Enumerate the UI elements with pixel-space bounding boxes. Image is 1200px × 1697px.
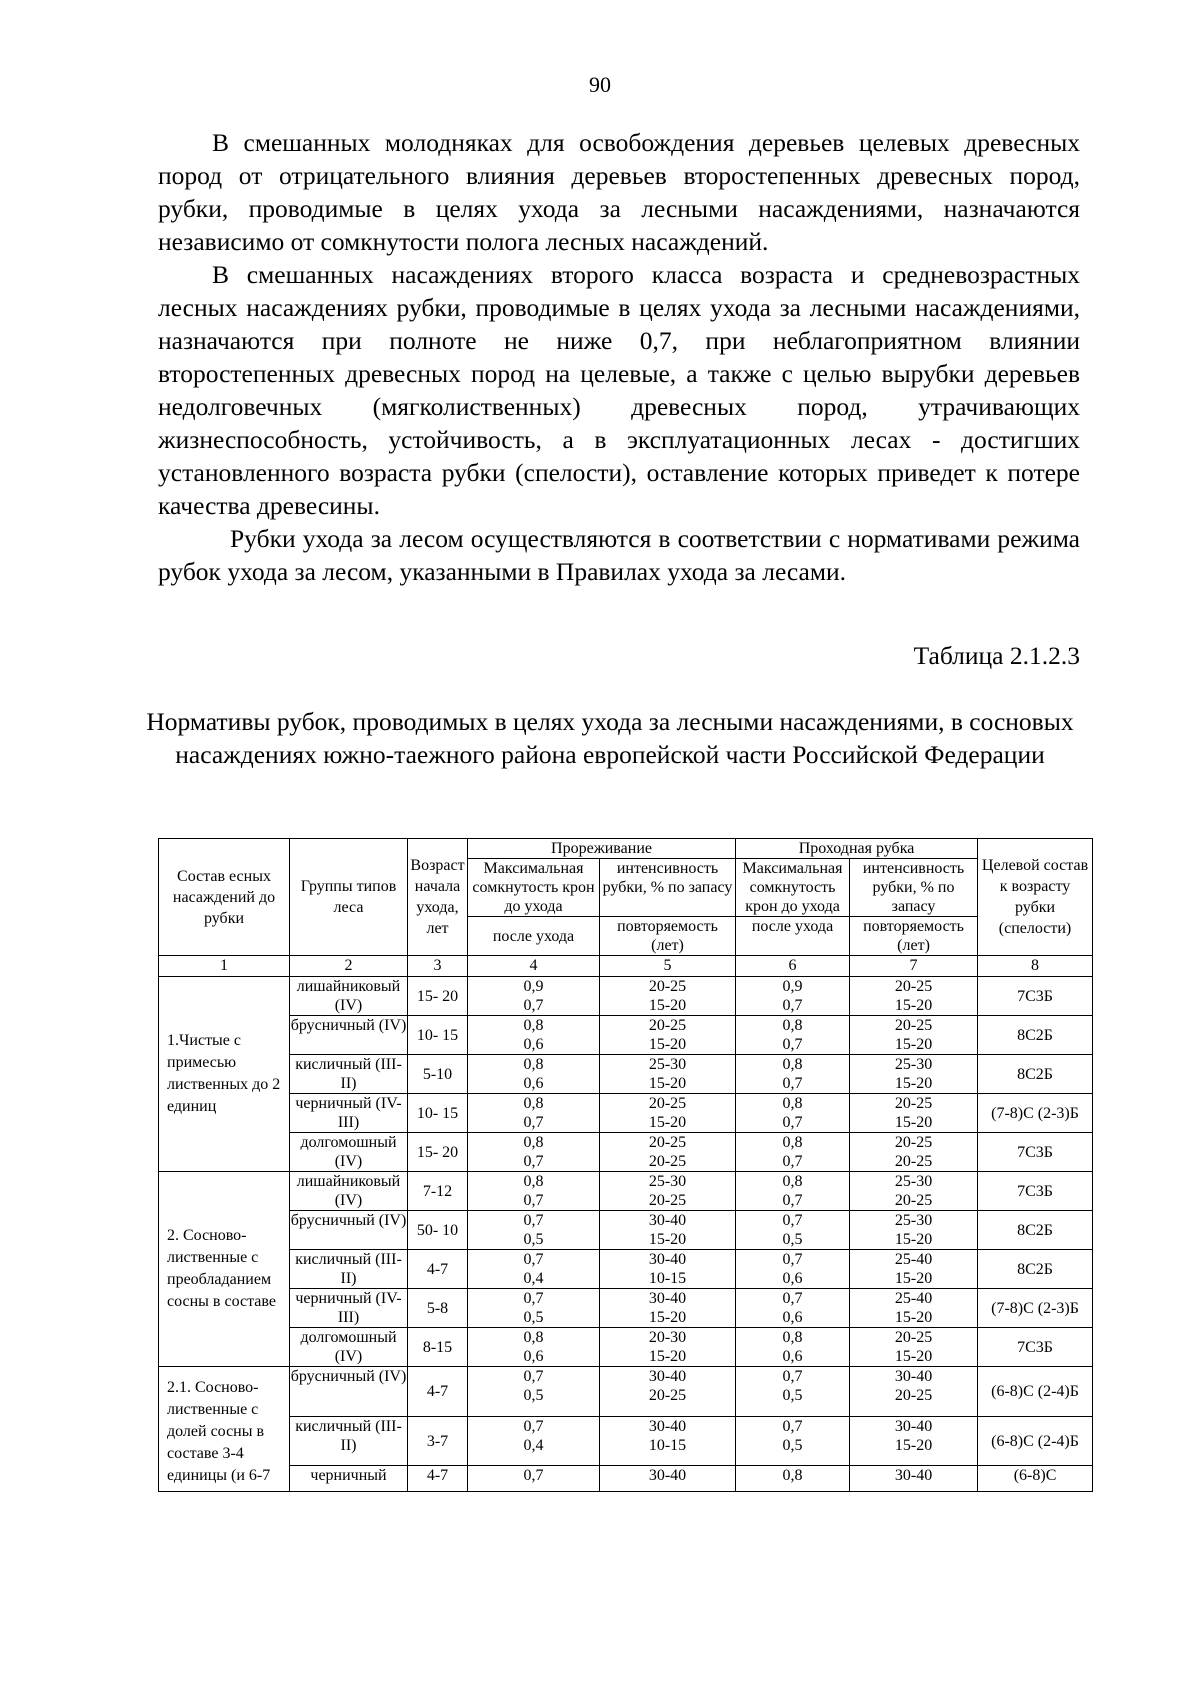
target-composition: 7С3Б: [978, 1133, 1093, 1172]
thinning-intensity: [600, 1289, 736, 1328]
passage-density-value: 0,5: [782, 1231, 803, 1248]
target-composition: (6-8)С (2-4)Б: [978, 1367, 1093, 1417]
thinning-density-value: 0,8: [523, 1134, 544, 1151]
start-age: 8-15: [408, 1328, 468, 1367]
passage-density: [736, 1367, 850, 1417]
target-composition: 8С2Б: [978, 1250, 1093, 1289]
thinning-intensity-value: 25-30: [648, 1056, 687, 1073]
header-intensity-passage: интенсивность рубки, % по запасу: [850, 859, 978, 917]
target-composition: (7-8)С (2-3)Б: [978, 1289, 1093, 1328]
thinning-density-value: 0,8: [523, 1095, 544, 1112]
passage-density-value: 0,8: [782, 1017, 803, 1034]
thinning-density-value: 0,9: [523, 978, 544, 995]
passage-intensity-value: 20-25: [894, 1153, 933, 1170]
passage-density: [736, 1250, 850, 1289]
target-composition: 7С3Б: [978, 977, 1093, 1016]
passage-density-value: 0,8: [782, 1056, 803, 1073]
forest-type: кисличный (III-II): [290, 1416, 408, 1466]
thinning-intensity-value: 20-30: [648, 1329, 687, 1346]
header-composition: Состав есных насаждений до рубки: [159, 839, 290, 956]
paragraph: В смешанных молодняках для освобождения деревьев целевых древесных пород от отрицательного влияния деревьев второстепенных древесных пород, рубки, проводимые в целях ухода за лесными насаждениями, назначаются независимо от сомкнутости полога лесных насаждений.: [158, 128, 1080, 256]
start-age: 15- 20: [408, 977, 468, 1016]
target-composition: 7С3Б: [978, 1172, 1093, 1211]
start-age: 5-10: [408, 1055, 468, 1094]
passage-density-value: 0,7: [782, 1417, 803, 1435]
target-composition: (6-8)С (2-4)Б: [978, 1416, 1093, 1466]
table-row: [159, 1133, 1093, 1172]
thinning-density: [468, 1416, 600, 1466]
header-after-care: после ухода: [468, 917, 600, 956]
passage-density-value: 0,7: [782, 1075, 803, 1092]
passage-intensity-value: 20-25: [894, 1095, 933, 1112]
forest-type: черничный (IV-III): [290, 1094, 408, 1133]
passage-density: [736, 1211, 850, 1250]
thinning-density-value: 0,6: [523, 1036, 544, 1053]
header-forest-types: Группы типов леса: [290, 839, 408, 956]
thinning-density-value: 0,4: [523, 1436, 544, 1454]
passage-intensity: [850, 977, 978, 1016]
passage-density-value: 0,7: [782, 1036, 803, 1053]
passage-intensity: [850, 1367, 978, 1417]
column-number: 6: [736, 956, 850, 977]
thinning-intensity-value: 15-20: [648, 997, 687, 1014]
passage-intensity-value: 25-30: [894, 1212, 933, 1229]
thinning-intensity: [600, 1016, 736, 1055]
thinning-intensity-value: 30-40: [648, 1368, 687, 1385]
thinning-intensity-value: 20-25: [648, 1153, 687, 1170]
thinning-intensity-value: 30-40: [648, 1251, 687, 1268]
thinning-intensity: [600, 1416, 736, 1466]
forest-type: брусничный (IV): [290, 1016, 408, 1055]
table-title: Нормативы рубок, проводимых в целях ухода за лесными насаждениями, в сосновых насаждениях южно-таежного района европейской части Российской Федерации: [146, 707, 1074, 769]
thinning-density-value: 0,7: [523, 997, 544, 1014]
passage-intensity: [850, 1250, 978, 1289]
forest-type: лишайниковый (IV): [290, 977, 408, 1016]
thinning-density-value: 0,6: [523, 1348, 544, 1365]
passage-intensity-value: 30-40: [894, 1368, 933, 1385]
table-row: [159, 1289, 1093, 1328]
column-number: 2: [290, 956, 408, 977]
thinning-density: [468, 1094, 600, 1133]
thinning-intensity-value: 25-30: [648, 1173, 687, 1190]
thinning-density: [468, 977, 600, 1016]
passage-density-value: 0,8: [782, 1329, 803, 1346]
partial-cell-c5: 30-40: [600, 1466, 736, 1492]
header-thinning: Прореживание: [468, 839, 736, 859]
thinning-intensity: [600, 1172, 736, 1211]
table-row: [159, 1367, 1093, 1417]
partial-cell-age: 4-7: [408, 1466, 468, 1492]
passage-intensity-value: 30-40: [894, 1417, 933, 1435]
passage-intensity-value: 15-20: [894, 1348, 933, 1365]
thinning-intensity-value: 15-20: [648, 1231, 687, 1248]
thinning-intensity-value: 15-20: [648, 1075, 687, 1092]
thinning-density-value: 0,8: [523, 1173, 544, 1190]
passage-density: [736, 1416, 850, 1466]
header-start-age: Возраст начала ухода, лет: [408, 839, 468, 956]
thinning-density: [468, 1250, 600, 1289]
thinning-density: [468, 1133, 600, 1172]
passage-density-value: 0,6: [782, 1270, 803, 1287]
thinning-intensity-value: 20-25: [648, 1134, 687, 1151]
thinning-density-value: 0,7: [523, 1368, 544, 1385]
header-passage-cutting: Проходная рубка: [736, 839, 978, 859]
header-after-care-passage: после ухода: [736, 917, 850, 956]
thinning-density: [468, 1367, 600, 1417]
start-age: 10- 15: [408, 1094, 468, 1133]
thinning-density-value: 0,8: [523, 1329, 544, 1346]
thinning-density-value: 0,5: [523, 1309, 544, 1326]
partial-cell-c7: 30-40: [850, 1466, 978, 1492]
passage-intensity-value: 15-20: [894, 1309, 933, 1326]
target-composition: (7-8)С (2-3)Б: [978, 1094, 1093, 1133]
thinning-intensity-value: 20-25: [648, 1387, 687, 1404]
table-row: [159, 977, 1093, 1016]
passage-intensity-value: 15-20: [894, 1036, 933, 1053]
thinning-intensity: [600, 1133, 736, 1172]
passage-density: [736, 1094, 850, 1133]
passage-density-value: 0,9: [782, 978, 803, 995]
passage-intensity: [850, 1328, 978, 1367]
table-label: Таблица 2.1.2.3: [913, 641, 1080, 670]
passage-intensity-value: 15-20: [894, 1231, 933, 1248]
column-number: 4: [468, 956, 600, 977]
table-row: [159, 1172, 1093, 1211]
column-number: 7: [850, 956, 978, 977]
norms-table: [158, 838, 1093, 1492]
passage-density-value: 0,6: [782, 1309, 803, 1326]
passage-intensity: [850, 1416, 978, 1466]
table-row: [159, 1211, 1093, 1250]
passage-intensity: [850, 1133, 978, 1172]
passage-intensity-value: 20-25: [894, 1387, 933, 1404]
thinning-intensity-value: 15-20: [648, 1309, 687, 1326]
passage-density-value: 0,7: [782, 1192, 803, 1209]
passage-density: [736, 1328, 850, 1367]
table-row: [159, 1016, 1093, 1055]
header-intensity: интенсивность рубки, % по запасу: [600, 859, 736, 917]
thinning-density: [468, 1172, 600, 1211]
forest-type: брусничный (IV): [290, 1367, 408, 1417]
column-number: 8: [978, 956, 1093, 977]
header-repeat: повторяемость (лет): [600, 917, 736, 956]
forest-type: брусничный (IV): [290, 1211, 408, 1250]
thinning-density: [468, 1211, 600, 1250]
column-number: 3: [408, 956, 468, 977]
thinning-intensity-value: 20-25: [648, 978, 687, 995]
start-age: 3-7: [408, 1416, 468, 1466]
passage-density: [736, 1172, 850, 1211]
passage-density-value: 0,8: [782, 1173, 803, 1190]
thinning-density-value: 0,6: [523, 1075, 544, 1092]
passage-intensity: [850, 1016, 978, 1055]
passage-density-value: 0,5: [782, 1387, 803, 1404]
thinning-density: [468, 1016, 600, 1055]
thinning-intensity: [600, 1055, 736, 1094]
forest-type: долгомошный (IV): [290, 1133, 408, 1172]
thinning-density-value: 0,7: [523, 1417, 544, 1435]
start-age: 7-12: [408, 1172, 468, 1211]
thinning-density-value: 0,5: [523, 1387, 544, 1404]
column-number: 1: [159, 956, 290, 977]
table-row: [159, 1328, 1093, 1367]
target-composition: 7С3Б: [978, 1328, 1093, 1367]
passage-density: [736, 1055, 850, 1094]
start-age: 50- 10: [408, 1211, 468, 1250]
passage-intensity-value: 25-30: [894, 1173, 933, 1190]
passage-density-value: 0,7: [782, 997, 803, 1014]
thinning-density-value: 0,7: [523, 1192, 544, 1209]
table-row: [159, 1466, 1093, 1492]
start-age: 4-7: [408, 1250, 468, 1289]
group-name: 2.1. Сосново-лиственные с долей сосны в составе 3-4 единицы (и 6-7: [159, 1367, 290, 1492]
passage-density: [736, 977, 850, 1016]
column-number: 5: [600, 956, 736, 977]
passage-intensity: [850, 1211, 978, 1250]
header-target-composition: Целевой состав к возрасту рубки (спелости): [978, 839, 1093, 956]
passage-intensity: [850, 1055, 978, 1094]
thinning-intensity-value: 30-40: [648, 1417, 687, 1435]
target-composition: 8С2Б: [978, 1016, 1093, 1055]
passage-density-value: 0,7: [782, 1153, 803, 1170]
passage-density: [736, 1016, 850, 1055]
header-max-density: Максимальная сомкнутость крон до ухода: [468, 859, 600, 917]
thinning-intensity-value: 10-15: [648, 1436, 687, 1454]
passage-intensity-value: 15-20: [894, 1075, 933, 1092]
passage-intensity-value: 20-25: [894, 1192, 933, 1209]
body-text: [158, 126, 1080, 588]
passage-intensity-value: 15-20: [894, 1114, 933, 1131]
passage-density-value: 0,7: [782, 1368, 803, 1385]
thinning-intensity: [600, 1211, 736, 1250]
passage-intensity-value: 20-25: [894, 1329, 933, 1346]
passage-density-value: 0,7: [782, 1212, 803, 1229]
thinning-density-value: 0,5: [523, 1231, 544, 1248]
passage-intensity: [850, 1289, 978, 1328]
forest-type: черничный (IV-III): [290, 1289, 408, 1328]
thinning-density-value: 0,7: [523, 1251, 544, 1268]
partial-cell-c6: 0,8: [736, 1466, 850, 1492]
thinning-density-value: 0,7: [523, 1212, 544, 1229]
thinning-density-value: 0,7: [523, 1153, 544, 1170]
thinning-density-value: 0,7: [523, 1290, 544, 1307]
passage-intensity-value: 25-40: [894, 1290, 933, 1307]
passage-density: [736, 1289, 850, 1328]
group-name: 1.Чистые с примесью лиственных до 2 единиц: [159, 977, 290, 1172]
thinning-intensity-value: 20-25: [648, 1192, 687, 1209]
passage-intensity: [850, 1094, 978, 1133]
thinning-intensity-value: 30-40: [648, 1290, 687, 1307]
thinning-intensity: [600, 1328, 736, 1367]
passage-density-value: 0,7: [782, 1290, 803, 1307]
header-repeat-passage: повторяемость (лет): [850, 917, 978, 956]
group-name: 2. Сосново-лиственные с преобладанием сосны в составе: [159, 1172, 290, 1367]
target-composition: 8С2Б: [978, 1055, 1093, 1094]
thinning-density-value: 0,7: [523, 1114, 544, 1131]
passage-intensity-value: 25-30: [894, 1056, 933, 1073]
partial-cell-c8: (6-8)С: [978, 1466, 1093, 1492]
passage-density-value: 0,7: [782, 1251, 803, 1268]
start-age: 15- 20: [408, 1133, 468, 1172]
thinning-intensity-value: 15-20: [648, 1348, 687, 1365]
paragraph: В смешанных насаждениях второго класса возраста и средневозрастных лесных насаждениях рубки, проводимые в целях ухода за лесными насаждениями, назначаются при полноте не ниже 0,7, при неблагоприятном влиянии второстепенных древесных пород на целевые, а также с целью вырубки деревьев недолговечных (мягколиственных) древесных пород, утрачивающих жизнеспособность, устойчивость, а в эксплуатационных лесах - достигших установленного возраста рубки (спелости), оставление которых приведет к потере качества древесины.: [158, 260, 1080, 520]
passage-intensity-value: 15-20: [894, 1436, 933, 1454]
header-row: [159, 839, 1093, 859]
thinning-intensity-value: 30-40: [648, 1212, 687, 1229]
start-age: 4-7: [408, 1367, 468, 1417]
column-numbers-row: [159, 956, 1093, 977]
table-row: [159, 1250, 1093, 1289]
forest-type: кисличный (III-II): [290, 1250, 408, 1289]
forest-type: долгомошный (IV): [290, 1328, 408, 1367]
target-composition: 8С2Б: [978, 1211, 1093, 1250]
passage-intensity-value: 15-20: [894, 997, 933, 1014]
page-number: 90: [589, 72, 611, 97]
thinning-intensity-value: 15-20: [648, 1114, 687, 1131]
thinning-intensity-value: 20-25: [648, 1017, 687, 1034]
passage-intensity-value: 20-25: [894, 978, 933, 995]
forest-type: кисличный (III-II): [290, 1055, 408, 1094]
thinning-intensity: [600, 1250, 736, 1289]
passage-density: [736, 1133, 850, 1172]
start-age: 5-8: [408, 1289, 468, 1328]
header-max-density-passage: Максимальная сомкнутость крон до ухода: [736, 859, 850, 917]
passage-density-value: 0,7: [782, 1114, 803, 1131]
table-row: [159, 1055, 1093, 1094]
start-age: 10- 15: [408, 1016, 468, 1055]
passage-intensity-value: 20-25: [894, 1134, 933, 1151]
thinning-density: [468, 1328, 600, 1367]
thinning-density-value: 0,8: [523, 1056, 544, 1073]
forest-type: лишайниковый (IV): [290, 1172, 408, 1211]
table-row: [159, 1416, 1093, 1466]
thinning-intensity: [600, 977, 736, 1016]
thinning-intensity: [600, 1094, 736, 1133]
passage-density-value: 0,8: [782, 1134, 803, 1151]
thinning-intensity: [600, 1367, 736, 1417]
table-row: [159, 1094, 1093, 1133]
thinning-density-value: 0,4: [523, 1270, 544, 1287]
passage-intensity-value: 20-25: [894, 1017, 933, 1034]
passage-density-value: 0,5: [782, 1436, 803, 1454]
partial-cell-type: черничный: [290, 1466, 408, 1492]
thinning-intensity-value: 20-25: [648, 1095, 687, 1112]
thinning-intensity-value: 10-15: [648, 1270, 687, 1287]
paragraph: Рубки ухода за лесом осуществляются в соответствии с нормативами режима рубок ухода за лесом, указанными в Правилах ухода за лесами.: [158, 524, 1080, 586]
passage-density-value: 0,8: [782, 1095, 803, 1112]
partial-cell-c4: 0,7: [468, 1466, 600, 1492]
passage-density-value: 0,6: [782, 1348, 803, 1365]
thinning-density: [468, 1289, 600, 1328]
thinning-intensity-value: 15-20: [648, 1036, 687, 1053]
passage-intensity-value: 15-20: [894, 1270, 933, 1287]
thinning-density: [468, 1055, 600, 1094]
thinning-density-value: 0,8: [523, 1017, 544, 1034]
passage-intensity-value: 25-40: [894, 1251, 933, 1268]
passage-intensity: [850, 1172, 978, 1211]
